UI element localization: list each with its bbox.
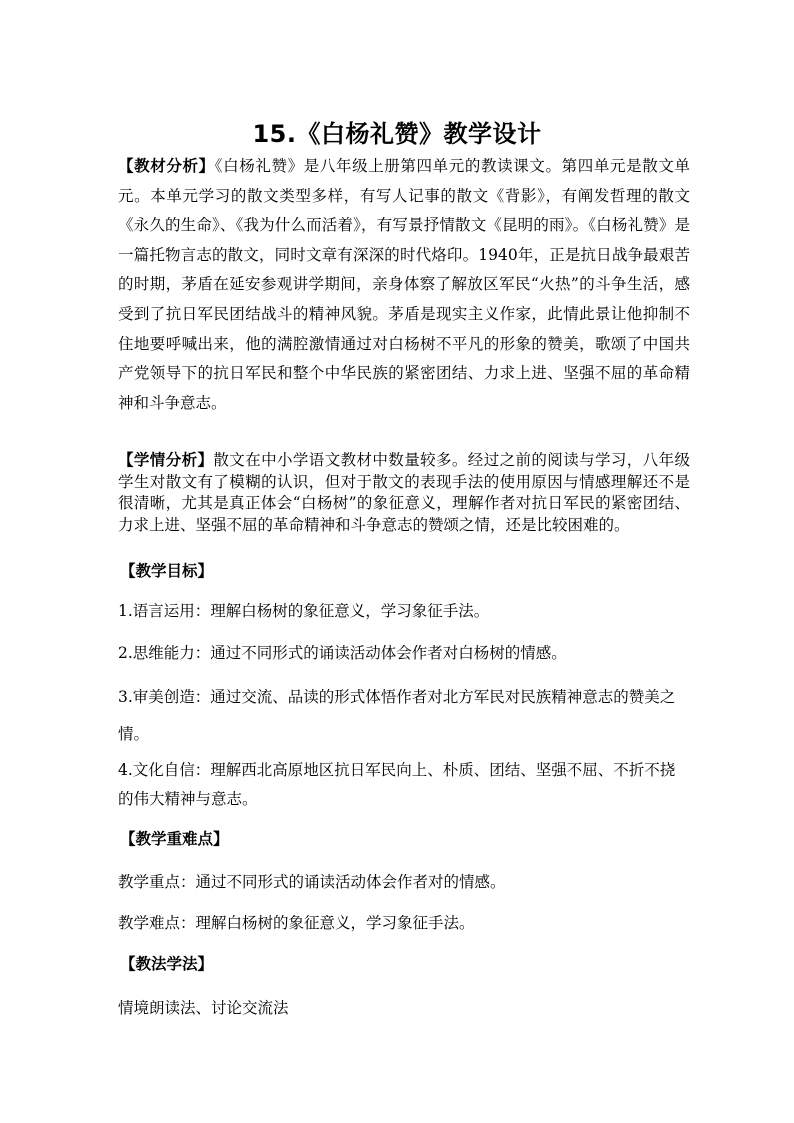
- textbook-analysis-text: 《白杨礼赞》是八年级上册第四单元的教读课文。第四单元是散文单元。本单元学习的散文类型多样，有写人记事的散文《背影》，有阐发哲理的散文《永久的生命》、《我为什么而活着》，有写景抒情散文《昆明的雨》。《白杨礼赞》是一篇托物言志的散文，同时文章有深深的时代烙印。1940年，正是抗日战争最艰苦的时期，茅盾在延安参观讲学期间，亲身体察了解放区军民“火热”的斗争生活，感受到了抗日军民团结战斗的精神风貌。茅盾是现实主义作家，此情此景让他抑制不住地要呼喊出来，他的满腔激情通过对白杨树不平凡的形象的赞美，歌颂了中国共产党领导下的抗日军民和整个中华民族的紧密团结、力求上进、坚强不屈的革命精神和斗争意志。: [118, 157, 690, 412]
- goal-item-language: 1.语言运用：理解白杨树的象征意义，学习象征手法。: [118, 602, 490, 620]
- textbook-analysis-label: 【教材分析】: [118, 157, 215, 175]
- textbook-analysis-paragraph: [118, 152, 690, 418]
- document-title: 15.《白杨礼赞》教学设计: [252, 120, 542, 149]
- methods-text: 情境朗读法、讨论交流法: [118, 999, 289, 1017]
- learner-analysis-text: 散文在中小学语文教材中数量较多。经过之前的阅读与学习，八年级学生对散文有了模糊的认识，但对于散文的表现手法的使用原因与情感理解还不是很清晰，尤其是真正体会“白杨树”的象征意义，理解作者对抗日军民的紧密团结、力求上进、坚强不屈的革命精神和斗争意志的赞颂之情，还是比较困难的。: [118, 451, 690, 534]
- key-point-difficulty: 教学难点：理解白杨树的象征意义，学习象征手法。: [118, 914, 475, 932]
- goal-item-thinking: 2.思维能力：通过不同形式的诵读活动体会作者对白杨树的情感。: [118, 644, 567, 662]
- learner-analysis-paragraph: [118, 450, 690, 536]
- goal-item-culture: 4.文化自信：理解西北高原地区抗日军民向上、朴质、团结、坚强不屈、不折不挠的伟大精神与意志。: [118, 761, 676, 808]
- learner-analysis-label: 【学情分析】: [118, 451, 214, 469]
- methods-heading: 【教法学法】: [120, 955, 214, 973]
- teaching-goals-heading: 【教学目标】: [120, 562, 214, 580]
- goal-item-aesthetic: 3.审美创造：通过交流、品读的形式体悟作者对北方军民对民族精神意志的赞美之情。: [118, 688, 676, 743]
- key-point-focus: 教学重点：通过不同形式的诵读活动体会作者对的情感。: [118, 873, 506, 891]
- key-points-heading: 【教学重难点】: [120, 830, 229, 848]
